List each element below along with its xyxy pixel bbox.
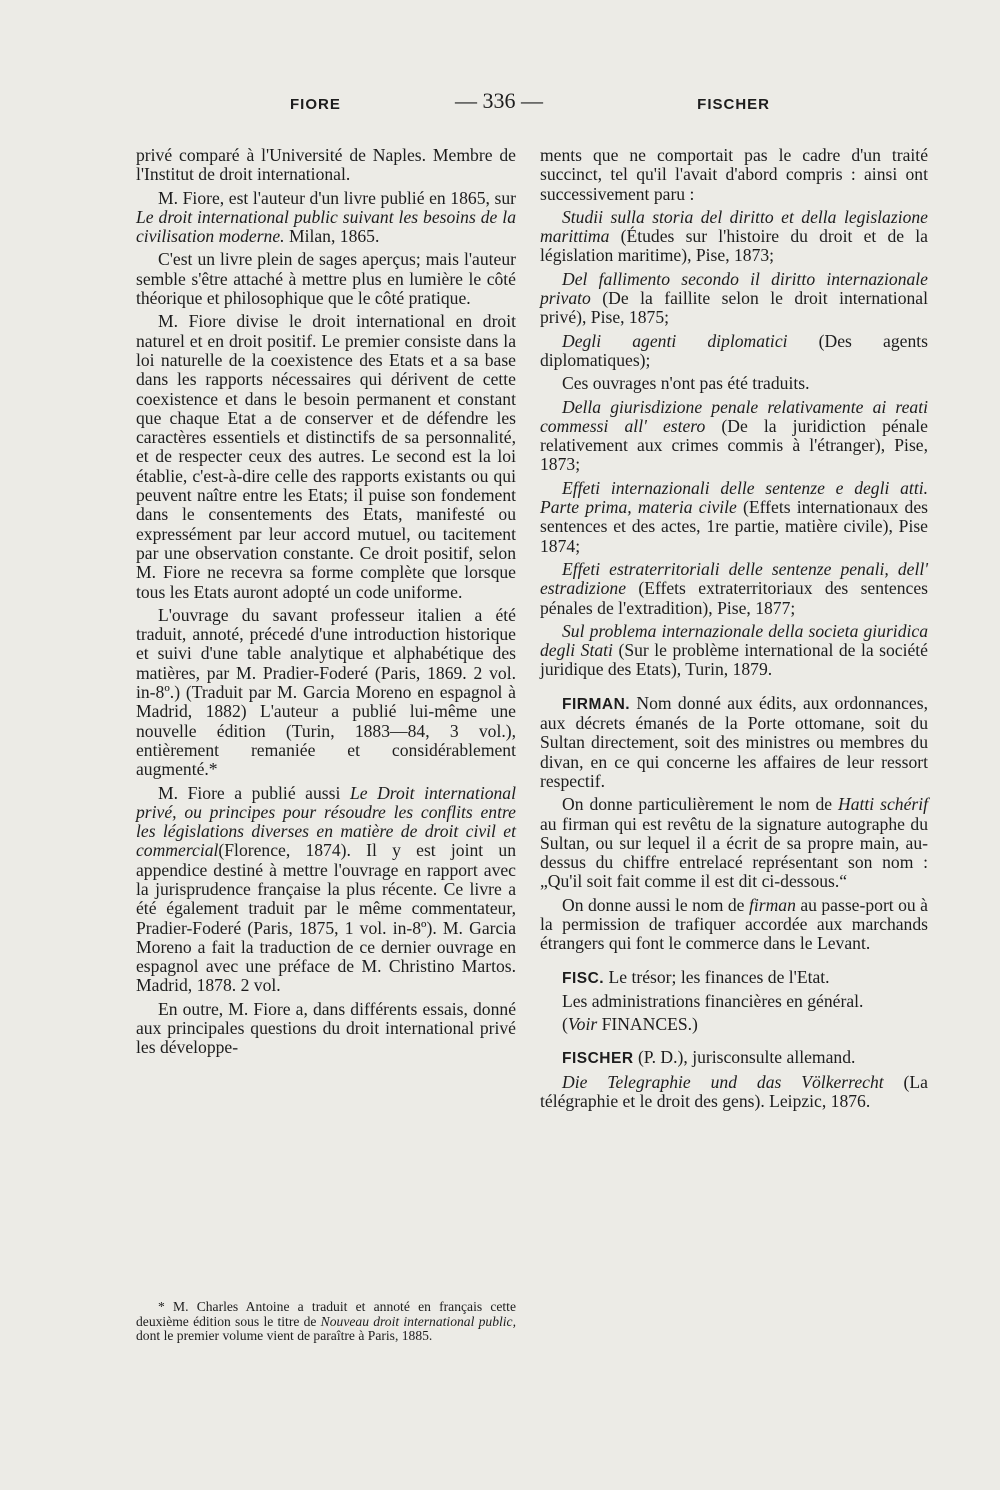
paragraph: En outre, M. Fiore a, dans différents essais, donné aux principales questions du droit international privé les développe- — [136, 998, 516, 1058]
book-title: Le Droit international privé, ou principes pour résoudre les conflits entre les législations diverses en matière de droit civil et commercial — [136, 782, 516, 861]
paragraph: M. Fiore, est l'auteur d'un livre publié en 1865, sur Le droit international public suivant les besoins de la civilisation moderne. Milan, 1865. — [136, 187, 516, 247]
paragraph: ments que ne comportait pas le cadre d'un traité succinct, tel qu'il l'avait d'abord compris : ainsi ont successivement paru : — [540, 145, 928, 204]
right-column — [540, 146, 928, 1115]
paragraph: M. Fiore a publié aussi Le Droit international privé, ou principes pour résoudre les conflits entre les législations diverses en matière de droit civil et commercial(Florence, 1874). Il y est joint un appendice destiné à mettre l'ouvrage en rapport avec la jurisprudence française la plus récente. Ce livre a été également traduit par le même commentateur, Pradier-Foderé (Paris, 1875, 1 vol. in-8º). M. Garcia Moreno a fait la traduction de ce dernier ouvrage en espagnol avec une préface de M. Christino Martos. Madrid, 1878. 2 vol. — [136, 782, 516, 996]
header-left-term: FIORE — [290, 96, 341, 113]
book-title: Nouveau droit international public, — [320, 1313, 516, 1329]
work-entry: Die Telegraphie und das Völkerrecht (La télégraphie et le droit des gens). Leipzic, 1876. — [540, 1071, 928, 1112]
cross-reference: (Voir FINANCES.) — [562, 1014, 698, 1035]
header-right-term: FISCHER — [697, 96, 770, 113]
entry-headword: FIRMAN. — [562, 695, 631, 713]
entry-fischer: FISCHER (P. D.), jurisconsulte allemand. — [562, 1047, 856, 1068]
work-entry: Effeti estraterritoriali delle sentenze penali, dell' estradizione (Effets extraterritoriaux des sentences pénales de l'extradition), Pise, 1877; — [540, 558, 928, 618]
work-entry: Studii sulla storia del diritto et della legislazione marittima (Études sur l'histoire du droit et de la législation maritime), Pise, 1873; — [540, 206, 928, 266]
entry-headword: FISC. — [562, 969, 605, 987]
paragraph: privé comparé à l'Université de Naples. Membre de l'Institut de droit international. — [136, 145, 516, 185]
work-entry: Della giurisdizione penale relativamente ai reati commessi all' estero (De la juridiction pénale relativement aux crimes commis à l'étranger), Pise, 1873; — [540, 396, 928, 475]
book-title: Le droit international public suivant les besoins de la civilisation moderne. — [136, 206, 516, 247]
footnote: * M. Charles Antoine a traduit et annoté en français cette deuxième édition sous le titre de Nouveau droit international public, dont le premier volume vient de paraître à Paris, 1885. — [136, 1299, 516, 1343]
paragraph: C'est un livre plein de sages aperçus; mais l'auteur semble s'être attaché à mettre plus en lumière le côté théorique et philosophique que le côté pratique. — [136, 249, 516, 309]
paragraph: Ces ouvrages n'ont pas été traduits. — [562, 373, 810, 394]
entry-firman: FIRMAN. Nom donné aux édits, aux ordonnances, aux décrets émanés de la Porte ottomane, soit du Sultan directement, soit des ministres ou membres du divan, en ce qui concerne les affaires de leur ressort respectif. — [540, 692, 928, 791]
paragraph: M. Fiore divise le droit international en droit naturel et en droit positif. Le premier consiste dans la loi naturelle de la coexistence des Etats et a sa base dans les rapports nécessaires qui dérivent de cette coexistence et dans le besoin permanent et constant que chaque Etat a de conserver et de défendre les caractères essentiels et distinctifs de sa personnalité, et de respecter ceux des autres. Le second est la loi établie, c'est-à-dire celle des rapports existants ou qui peuvent naître entre les Etats; il puise son fondement dans le consentements des Etats, manifesté ou expressément par leur accord mutuel, ou tacitement par une observation constante. Ce droit positif, selon M. Fiore ne recevra sa forme complète que lorsque tous les Etats auront adopté un code uniforme. — [136, 311, 516, 602]
paragraph: On donne particulièrement le nom de Hatti schérif au firman qui est revêtu de la signature autographe du Sultan, ou sur lequel il a écrit de sa propre main, au-dessus du chiffre entrelacé représentant son nom : „Qu'il soit fait comme il est dit ci-dessous.“ — [540, 794, 929, 892]
running-header — [290, 90, 770, 120]
entry-fisc: FISC. Le trésor; les finances de l'Etat. — [562, 966, 830, 987]
paragraph: On donne aussi le nom de firman au passe-port ou à la permission de trafiquer accordée aux marchands étrangers qui font le commerce dans le Levant. — [540, 894, 928, 954]
paragraph: L'ouvrage du savant professeur italien a été traduit, annoté, précedé d'une introduction historique et suivi d'une table analytique et alphabétique des matières, par M. Pradier-Foderé (Paris, 1869. 2 vol. in-8º.) (Traduit par M. Garcia Moreno en espagnol à Madrid, 1882) L'auteur a publié lui-même une nouvelle édition (Turin, 1883—84, 3 vol.), entièrement remaniée et considérablement augmenté.* — [136, 604, 516, 780]
work-entry: Del fallimento secondo il diritto internazionale privato (De la faillite selon le droit international privé), Pise, 1875; — [540, 268, 928, 328]
work-entry: Degli agenti diplomatici (Des agents diplomatiques); — [540, 330, 928, 370]
left-column — [136, 146, 516, 1062]
page-number: — 336 — — [455, 88, 543, 113]
work-entry: Effeti internazionali delle sentenze e degli atti. Parte prima, materia civile (Effets internationaux des sentences et des actes, 1re partie, matière civile), Pise 1874; — [540, 477, 928, 556]
entry-headword: FISCHER — [562, 1050, 634, 1068]
work-entry: Sul problema internazionale della societa giuridica degli Stati (Sur le problème international de la société juridique des Etats), Turin, 1879. — [540, 620, 928, 680]
paragraph: Les administrations financières en général. — [562, 990, 864, 1011]
